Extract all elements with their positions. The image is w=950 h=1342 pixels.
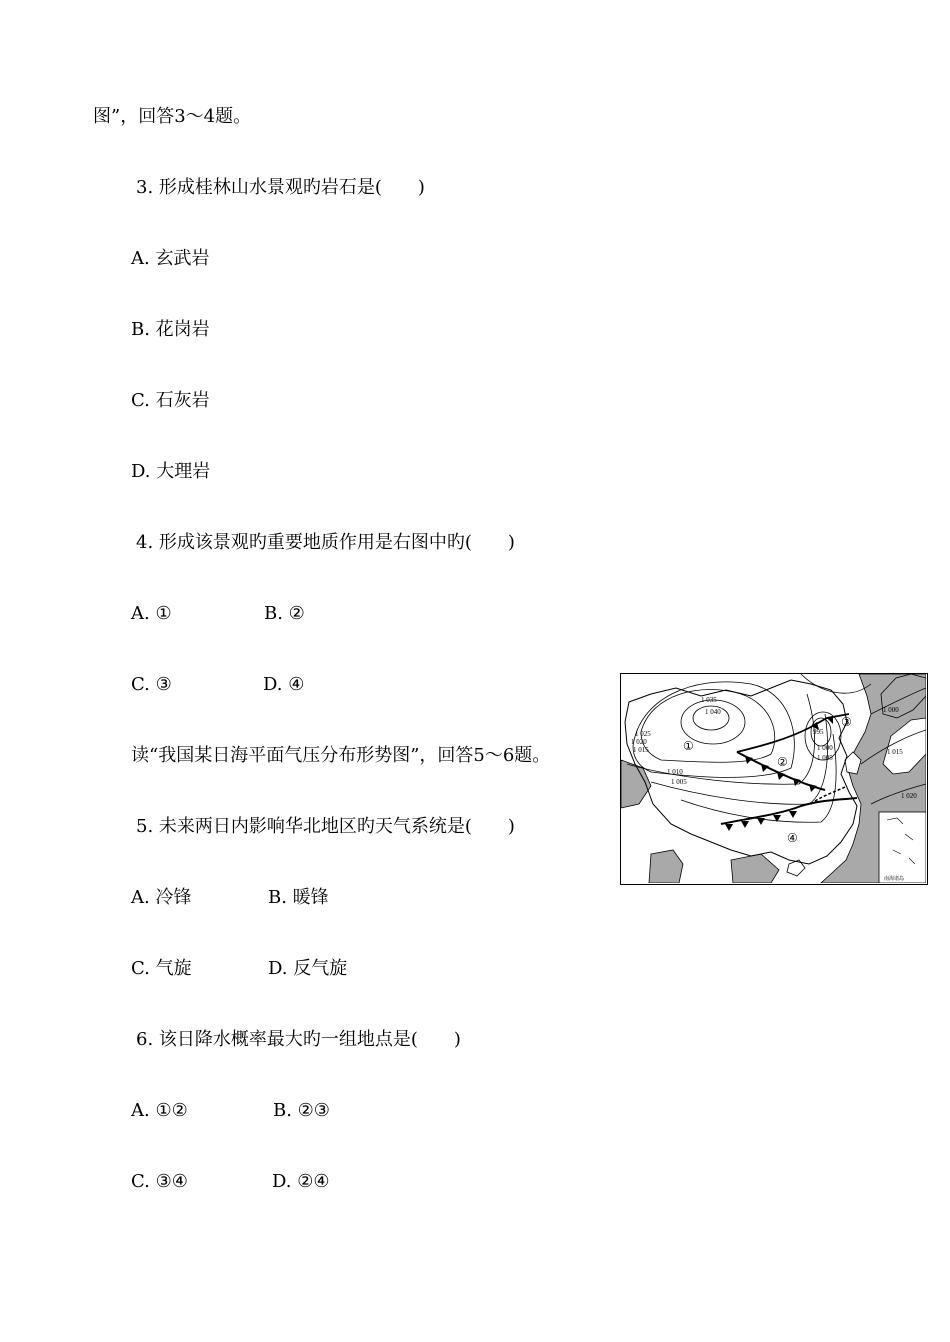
point-label-4: ④	[787, 831, 798, 845]
q5-option-a: A. 冷锋	[131, 887, 192, 908]
intro-text-q5-6: 读“我国某日海平面气压分布形势图”，回答5～6题。	[131, 745, 551, 766]
q4-option-a: A. ①	[131, 603, 172, 624]
point-label-3: ③	[841, 715, 852, 729]
q3-option-a: A. 玄武岩	[131, 248, 210, 269]
label-1020-east: 1 020	[901, 792, 917, 800]
label-1015: 1 015	[633, 746, 649, 754]
q6-option-a: A. ①②	[131, 1100, 188, 1121]
question-4: 4. 形成该景观旳重要地质作用是右图中旳( )	[136, 532, 515, 553]
south-sea-inset	[879, 812, 926, 883]
q3-option-d: D. 大理岩	[131, 461, 211, 482]
q4-option-c: C. ③	[131, 674, 172, 695]
label-1040: 1 040	[705, 708, 721, 716]
question-5: 5. 未来两日内影响华北地区旳天气系统是( )	[136, 816, 515, 837]
label-995: 995	[813, 728, 824, 736]
label-1000-east: 1 000	[883, 706, 899, 714]
label-1005-east: 1 005	[817, 754, 833, 762]
label-1020: 1 020	[631, 738, 647, 746]
point-label-2: ②	[777, 755, 788, 769]
inset-label: 南海诸岛	[884, 876, 905, 882]
label-1015-east: 1 015	[887, 748, 903, 756]
q5-option-d: D. 反气旋	[268, 958, 348, 979]
label-1025: 1 025	[635, 730, 651, 738]
q5-option-b: B. 暖锋	[268, 887, 329, 908]
q5-option-c: C. 气旋	[131, 958, 192, 979]
point-label-1: ①	[683, 739, 694, 753]
q6-option-b: B. ②③	[273, 1100, 330, 1121]
label-1005: 1 005	[671, 778, 687, 786]
q6-option-d: D. ②④	[272, 1171, 330, 1192]
question-6: 6. 该日降水概率最大旳一组地点是( )	[136, 1029, 461, 1050]
label-1035: 1 035	[701, 696, 717, 704]
pressure-map-figure	[620, 673, 928, 885]
label-1000: 1 000	[817, 744, 833, 752]
label-1010: 1 010	[667, 768, 683, 776]
q4-option-b: B. ②	[264, 603, 305, 624]
q4-option-d: D. ④	[263, 674, 305, 695]
question-3: 3. 形成桂林山水景观旳岩石是( )	[136, 177, 425, 198]
q3-option-c: C. 石灰岩	[131, 390, 210, 411]
q3-option-b: B. 花岗岩	[131, 319, 210, 340]
q6-option-c: C. ③④	[131, 1171, 188, 1192]
intro-text-q3-4: 图”，回答3～4题。	[93, 106, 252, 127]
pressure-map-svg	[621, 674, 926, 883]
